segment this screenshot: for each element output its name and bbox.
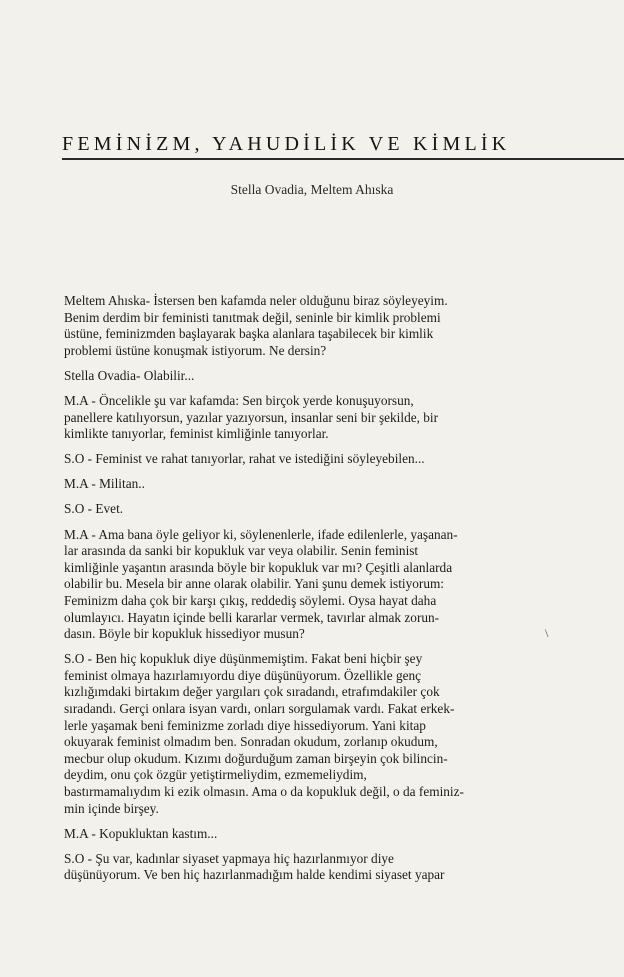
text-line: problemi üstüne konuşmak istiyorum. Ne dersin? bbox=[64, 342, 327, 358]
text-line: mecbur olup okudum. Kızımı doğurduğum zaman birşeyin çok bilincin- bbox=[64, 750, 448, 766]
paragraph bbox=[64, 293, 522, 359]
text-line: Meltem Ahıska- İstersen ben kafamda neler olduğunu biraz söyleyeyim. bbox=[64, 293, 448, 308]
text-line: M.A - Öncelikle şu var kafamda: Sen birçok yerde konuşuyorsun, bbox=[64, 392, 414, 408]
article-authors: Stella Ovadia, Meltem Ahıska bbox=[230, 182, 394, 197]
text-line: lerle yaşamak beni feminizme zorladı diye hissediyorum. Yani kitap bbox=[64, 717, 426, 733]
title-rule bbox=[62, 158, 624, 160]
paragraph bbox=[64, 527, 522, 643]
text-line: lar arasında da sanki bir kopukluk var veya olabilir. Senin feminist bbox=[64, 543, 419, 559]
paragraph bbox=[64, 476, 522, 493]
text-line: üstüne, feminizmden başlayarak başka alanlara taşabilecek bir kimlik bbox=[64, 326, 434, 342]
paragraph bbox=[64, 851, 522, 884]
paragraph bbox=[64, 651, 522, 817]
text-line: olumlayıcı. Hayatın içinde belli kararlar vermek, tavırlar almak zorun- bbox=[64, 609, 440, 625]
paragraph bbox=[64, 393, 522, 443]
text-line: Benim derdim bir feministi tanıtmak değil, seninle bir kimlik problemi bbox=[64, 309, 441, 325]
paragraph bbox=[64, 826, 522, 843]
text-line: S.O - Ben hiç kopukluk diye düşünmemiştim. Fakat beni hiçbir şey bbox=[64, 651, 423, 667]
text-line: S.O - Şu var, kadınlar siyaset yapmaya hiç hazırlanmıyor diye bbox=[64, 850, 394, 866]
paragraph bbox=[64, 451, 522, 468]
article-body bbox=[64, 293, 522, 892]
text-line: Feminizm daha çok bir karşı çıkış, reddediş söylemi. Oysa hayat daha bbox=[64, 592, 437, 608]
text-line: olabilir bu. Mesela bir anne olarak olabilir. Yani şunu demek istiyorum: bbox=[64, 576, 445, 592]
text-line: sıradandı. Gerçi onlara isyan vardı, onları sorgulamak vardı. Fakat erkek- bbox=[64, 700, 455, 716]
text-line: dasın. Böyle bir kopukluk hissediyor musun? bbox=[64, 626, 305, 642]
text-line: S.O - Evet. bbox=[64, 501, 124, 517]
text-line: Stella Ovadia- Olabilir... bbox=[64, 367, 195, 383]
text-line: feminist olmaya hazırlamıyordu diye düşünüyorum. Özellikle genç bbox=[64, 667, 422, 683]
text-line: panellere katılıyorsun, yazılar yazıyorsun, insanlar seni bir şekilde, bir bbox=[64, 409, 439, 425]
paragraph bbox=[64, 501, 522, 518]
text-line: kızlığımdaki birtakım değer yargıları çok sıradandı, etrafımdakiler çok bbox=[64, 684, 440, 700]
text-line: kimlikte tanıyorlar, feminist kimliğinle tanıyorlar. bbox=[64, 426, 329, 442]
paragraph bbox=[64, 368, 522, 385]
article-title: FEMİNİZM, YAHUDİLİK VE KİMLİK bbox=[62, 133, 511, 155]
text-line: düşünüyorum. Ve ben hiç hazırlanmadığım halde kendimi siyaset yapar bbox=[64, 867, 445, 883]
text-line: okuyarak feminist olmadım ben. Sonradan okudum, zorlanıp okudum, bbox=[64, 734, 438, 750]
text-line: M.A - Militan.. bbox=[64, 476, 145, 492]
text-line: S.O - Feminist ve rahat tanıyorlar, rahat ve istediğini söyleyebilen... bbox=[64, 451, 425, 467]
text-line: M.A - Ama bana öyle geliyor ki, söylenenlerle, ifade edilenlerle, yaşanan- bbox=[64, 526, 458, 542]
text-line: bastırmamalıydım ki ezik olmasın. Ama o da kopukluk değil, o da feminiz- bbox=[64, 783, 464, 799]
text-line: deydim, onu çok özgür yetiştirmeliydim, ezmemeliydim, bbox=[64, 767, 367, 783]
text-line: min içinde birşey. bbox=[64, 800, 159, 816]
stray-mark: \ bbox=[545, 626, 549, 640]
text-line: M.A - Kopukluktan kastım... bbox=[64, 825, 218, 841]
text-line: kimliğinle yaşantın arasında böyle bir kopukluk var mı? Çeşitli alanlarda bbox=[64, 559, 453, 575]
